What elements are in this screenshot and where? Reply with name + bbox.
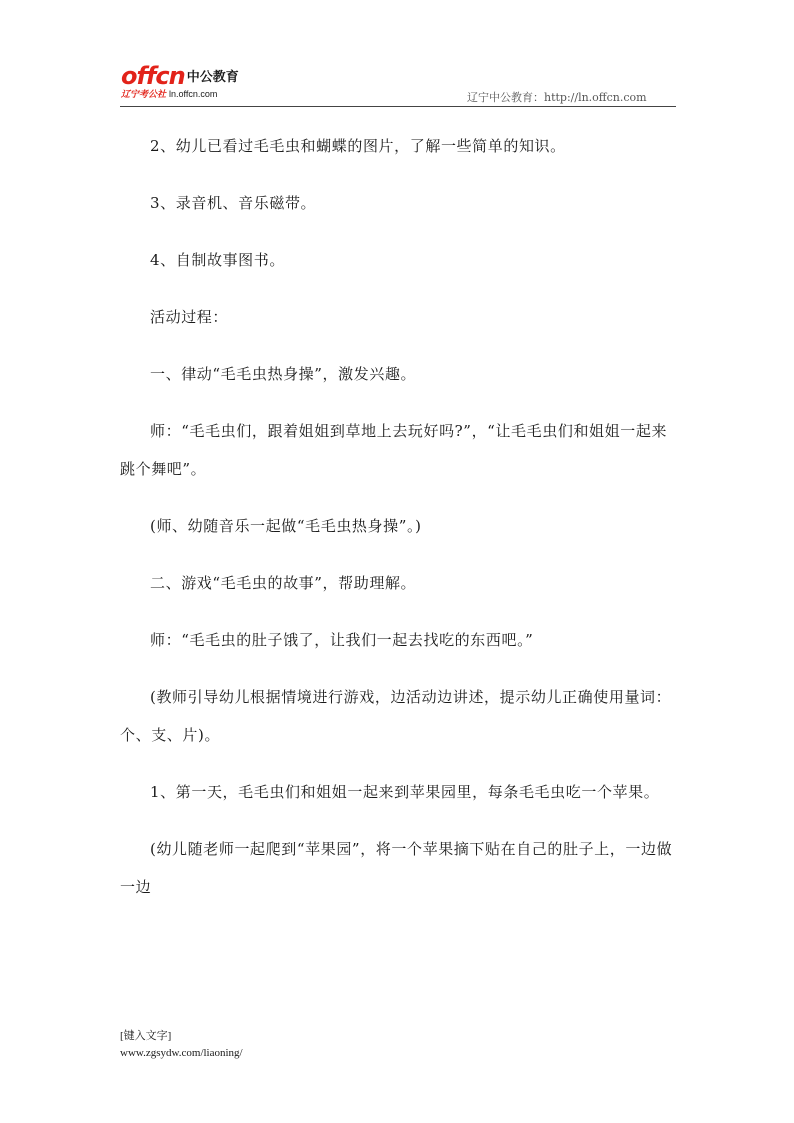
paragraph: 活动过程： <box>150 308 229 326</box>
paragraph: 师：“毛毛虫们，跟着姐姐到草地上去玩好吗?”，“让毛毛虫们和姐姐一起来跳个舞吧”。 <box>120 422 668 478</box>
offcn-logo <box>121 62 261 102</box>
paragraph: (师、幼随音乐一起做“毛毛虫热身操”。) <box>150 517 422 535</box>
paragraph: (教师引导幼儿根据情境进行游戏，边活动边讲述，提示幼儿正确使用量词：个、支、片)。 <box>120 688 672 744</box>
footer-placeholder: [键入文字] <box>120 1030 172 1042</box>
logo-slogan: 辽宁考公社 <box>121 90 167 100</box>
logo-url: ln.offcn.com <box>169 89 218 99</box>
header-divider <box>120 106 676 107</box>
paragraph: 一、律动“毛毛虫热身操”，激发兴趣。 <box>150 365 417 383</box>
paragraph: 3、录音机、音乐磁带。 <box>150 194 317 212</box>
paragraph: 1、第一天，毛毛虫们和姐姐一起来到苹果园里，每条毛毛虫吃一个苹果。 <box>150 783 660 801</box>
logo-sub <box>121 87 217 100</box>
footer-url: www.zgsydw.com/liaoning/ <box>120 1047 243 1059</box>
header-site-link: 辽宁中公教育：http://ln.offcn.com <box>467 91 647 104</box>
logo-brand: offcn <box>121 62 185 90</box>
paragraph: 二、游戏“毛毛虫的故事”，帮助理解。 <box>150 574 417 592</box>
paragraph: 4、自制故事图书。 <box>150 251 285 269</box>
document-body <box>120 127 676 925</box>
paragraph: 师：“毛毛虫的肚子饿了，让我们一起去找吃的东西吧。” <box>150 631 534 649</box>
paragraph: (幼儿随老师一起爬到“苹果园”，将一个苹果摘下贴在自己的肚子上，一边做一边 <box>120 840 673 896</box>
page-footer <box>120 1028 243 1062</box>
logo-main <box>121 62 239 90</box>
paragraph: 2、幼儿已看过毛毛虫和蝴蝶的图片，了解一些简单的知识。 <box>150 137 566 155</box>
logo-brand-cn: 中公教育 <box>186 70 239 85</box>
